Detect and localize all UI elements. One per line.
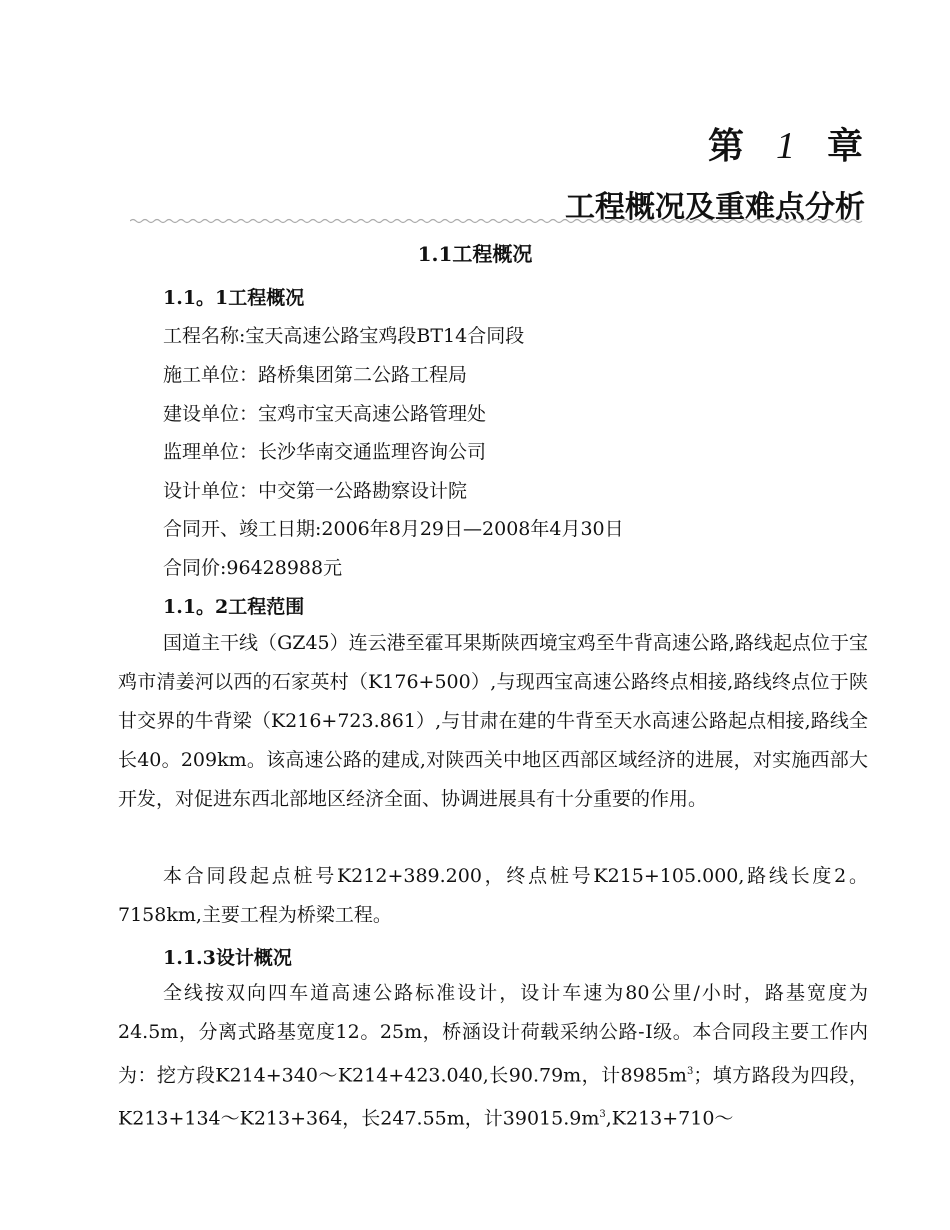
- project-name-line: 工程名称:宝天高速公路宝鸡段BT14合同段: [163, 325, 525, 347]
- design-text-c: ,K213+710～: [605, 1107, 734, 1130]
- contractor-line: 施工单位：路桥集团第二公路工程局: [163, 364, 468, 386]
- contract-dates-line: 合同开、竣工日期:2006年8月29日—2008年4月30日: [163, 518, 624, 540]
- cubic-superscript-1: 3: [686, 1066, 694, 1077]
- chapter-prefix: 第: [707, 125, 746, 167]
- chapter-title: 工程概况及重难点分析: [565, 190, 865, 225]
- design-text-b: ；填方路段为四段，K213+134～K213+364，长247.55m，计39015.9m: [118, 1064, 868, 1130]
- designer-line: 设计单位：中交第一公路勘察设计院: [163, 480, 468, 502]
- scope-paragraph-2: 本合同段起点桩号K212+389.200，终点桩号K215+105.000,路线长度2。7158km,主要工程为桥梁工程。: [118, 865, 868, 926]
- design-text-a: 全线按双向四车道高速公路标准设计，设计车速为80公里/小时，路基宽度为24.5m，分离式路基宽度12。25m，桥涵设计荷载采纳公路-Ⅰ级。本合同段主要工作内为：挖方段K214+340～K214+423.040,长90.79m，计8985m: [118, 982, 868, 1087]
- title-underline: [130, 218, 865, 224]
- subsection-heading-design: 1.1.3设计概况: [163, 947, 292, 969]
- supervisor-line: 监理单位：长沙华南交通监理咨询公司: [163, 441, 487, 463]
- scope-paragraph-1: 国道主干线（GZ45）连云港至霍耳果斯陕西境宝鸡至牛背高速公路,路线起点位于宝鸡市清姜河以西的石家英村（K176+500）,与现西宝高速公路终点相接,路线终点位于陕甘交界的牛背梁（K216+723.861）,与甘肃在建的牛背至天水高速公路起点相接,路线全长40。209km。该高速公路的建成,对陕西关中地区西部区域经济的进展，对实施西部大开发，对促进东西北部地区经济全面、协调进展具有十分重要的作用。: [118, 632, 868, 810]
- owner-line: 建设单位：宝鸡市宝天高速公路管理处: [163, 403, 487, 425]
- chapter-heading: [708, 118, 865, 169]
- design-paragraph: [118, 974, 868, 1139]
- contract-price-line: 合同价:96428988元: [163, 557, 343, 579]
- section-title: 1.1工程概况: [417, 242, 533, 266]
- chapter-suffix: 章: [826, 125, 865, 167]
- cubic-superscript-2: 3: [599, 1109, 606, 1121]
- subsection-heading-overview: 1.1。1工程概况: [163, 287, 305, 309]
- subsection-heading-scope: 1.1。2工程范围: [163, 596, 305, 618]
- chapter-number: 1: [775, 125, 797, 167]
